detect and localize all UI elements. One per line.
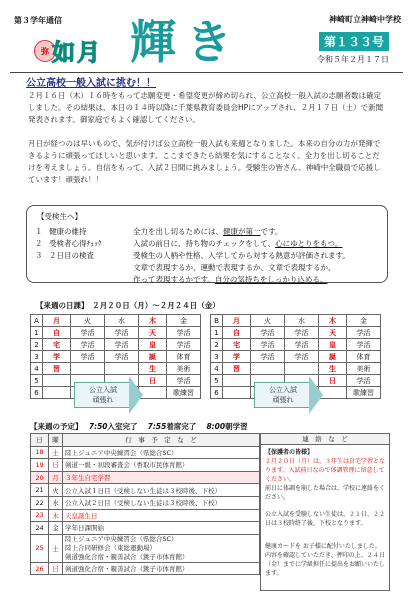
grid-cell: 学活: [285, 339, 319, 351]
calendar-row: [31, 522, 260, 535]
grid-header-cell: 火: [71, 315, 105, 327]
grid-cell: 体育: [347, 351, 381, 363]
exam-arrow-a: 公立入試 頑張れ: [74, 376, 144, 414]
grid-cell: [223, 387, 251, 399]
calendar-row: [31, 446, 260, 459]
grid-cell: 宅: [223, 339, 251, 351]
grid-header-cell: 金: [167, 315, 201, 327]
grid-cell: 日: [319, 375, 347, 387]
exam-arrow-b: 公立入試 頑張れ: [254, 376, 324, 414]
grid-cell: 学活: [347, 375, 381, 387]
calendar-day: 火: [49, 484, 63, 497]
col-day: 曜: [49, 434, 63, 447]
grid-cell: 学活: [105, 351, 139, 363]
advice-title: 【受検生へ】: [37, 212, 82, 221]
grid-cell: 皇: [319, 339, 347, 351]
calendar-day: 土: [49, 534, 63, 562]
grid-cell: 天: [139, 327, 167, 339]
grid-cell: 学活: [167, 375, 201, 387]
advice-row: [35, 250, 383, 262]
grid-cell: 5: [31, 375, 43, 387]
series-label: 第３学年通信: [14, 16, 62, 25]
calendar-row: [31, 484, 260, 497]
grid-cell: 6: [31, 387, 43, 399]
grid-cell: 学活: [251, 351, 285, 363]
advice-label: 健康の維持: [49, 227, 87, 236]
grid-cell: [285, 363, 319, 375]
grid-cell: 学活: [347, 327, 381, 339]
issue-number: 第１３３号: [319, 32, 389, 51]
calendar-plan: 剣道一級・初段審査会（香取市民体育館）: [63, 459, 260, 472]
calendar-day: 土: [49, 446, 63, 459]
calendar-day: 水: [49, 496, 63, 509]
grid-cell: 学活: [167, 327, 201, 339]
calendar-plan: 陸上ジュニア中央練習会（県総合SC）: [63, 446, 260, 459]
grid-cell: 歌練習: [347, 387, 381, 399]
advice-text: 受検生の人柄や性格、入学してから対する熱意が評価されます。: [133, 251, 350, 260]
contact-header: 連 絡 な ど: [260, 433, 390, 445]
grid-cell: 1: [31, 327, 43, 339]
grid-cell: 学: [223, 351, 251, 363]
grid-header-cell: 水: [285, 315, 319, 327]
calendar-plan: 公立入試２日目（受検しない生徒は３校時後、下校）: [63, 496, 260, 509]
grid-cell: 歌練習: [167, 387, 201, 399]
grid-cell: 日: [139, 375, 167, 387]
grid-cell: 4: [31, 363, 43, 375]
masthead: [10, 10, 403, 72]
grid-cell: [43, 375, 71, 387]
calendar-plan: ３年生自宅学習: [63, 471, 260, 484]
grid-cell: 学活: [285, 351, 319, 363]
col-plan: 行 事 予 定 な ど: [63, 434, 260, 447]
calendar-date: 21: [31, 484, 49, 497]
header-divider: [10, 72, 403, 73]
newsletter-title: 輝き: [130, 15, 242, 69]
grid-cell: 誕: [319, 351, 347, 363]
calendar-date: 22: [31, 496, 49, 509]
grid-cell: 習: [223, 363, 251, 375]
advice-text: 全力を出し切るためには、健康が第一です。: [133, 227, 283, 236]
month-name: 如月: [52, 40, 102, 66]
grid-cell: 学: [43, 351, 71, 363]
grid-header-cell: 木: [319, 315, 347, 327]
grid-header-cell: 木: [139, 315, 167, 327]
grid-cell: 学活: [71, 339, 105, 351]
grid-cell: 1: [211, 327, 223, 339]
grid-cell: 美術: [167, 363, 201, 375]
calendar-row: [31, 496, 260, 509]
advice-row: [35, 226, 383, 238]
calendar-day: 金: [49, 522, 63, 535]
grid-cell: 学活: [251, 327, 285, 339]
grid-cell: 2: [211, 339, 223, 351]
grid-cell: 3: [211, 351, 223, 363]
calendar-row: [31, 509, 260, 522]
calendar-date: 23: [31, 509, 49, 522]
article-paragraph-2: 月日が経つのは早いもので、気が付けば公立高校一般入試も来週となりました。本来の自分の力が発揮できるように頑張ってほしいと思います。ここまできたら結果を気にすることなく、全力を出し切ることだけを考えましょう。自信をもって、入試２日間に挑みましょう。受験生の皆さん、神崎中全職員で応援しています！頑張れ！！: [28, 139, 381, 184]
grid-cell: 学活: [105, 339, 139, 351]
advice-num: ３: [35, 251, 43, 260]
col-date: 日: [31, 434, 49, 447]
advice-text: 入試の前日に、持ち物のチェックをして、心にゆとりをもつ。: [133, 239, 343, 248]
grid-cell: 自: [223, 327, 251, 339]
calendar-day: 月: [49, 471, 63, 484]
advice-box: [26, 205, 388, 283]
grid-header-cell: 火: [251, 315, 285, 327]
grid-cell: 学活: [347, 339, 381, 351]
event-calendar: [30, 433, 260, 575]
calendar-plan: 剣道強化合宿・親善試合（銚子市体育館）: [63, 562, 260, 575]
grid-cell: 4: [211, 363, 223, 375]
grid-cell: 学活: [71, 327, 105, 339]
grid-cell: 学活: [71, 351, 105, 363]
next-week-title: 【来週の予定】 7:50入室完了 7:55着席完了 8:00朝学習: [30, 422, 248, 431]
article-paragraph-1: ２月１６日（木）１６時をもって志願変更・希望変更が締め切られ、公立高校一般入試の志願者数は確定しました。その結果は、本日の１４時以降に千葉県教育委員会HPにアップされ、２月１７日（土）で新聞発表されます。御家庭でもよく確認してください。: [28, 91, 384, 124]
calendar-plan: 公立入試１日目（受検しない生徒は３校時後、下校）: [63, 484, 260, 497]
calendar-date: 24: [31, 522, 49, 535]
grid-cell: 学活: [285, 327, 319, 339]
calendar-plan: 天皇誕生日: [63, 509, 260, 522]
calendar-day: 木: [49, 509, 63, 522]
issue-date: 令和５年２月１７日: [317, 55, 389, 64]
grid-header-cell: 月: [43, 315, 71, 327]
calendar-date: 26: [31, 562, 49, 575]
grid-cell: 学活: [251, 339, 285, 351]
advice-label: 受検者心得ﾁｪｯｸ: [49, 239, 102, 248]
advice-num: ２: [35, 239, 43, 248]
grid-cell: [105, 363, 139, 375]
month-logo: [34, 30, 134, 70]
advice-label: ２日目の検査: [49, 251, 94, 260]
grid-cell: 天: [319, 327, 347, 339]
calendar-row: [31, 471, 260, 484]
grid-cell: 生: [139, 363, 167, 375]
calendar-date: 20: [31, 471, 49, 484]
grid-cell: 皇: [139, 339, 167, 351]
grid-cell: 2: [31, 339, 43, 351]
grid-cell: 習: [43, 363, 71, 375]
advice-row: [35, 238, 383, 250]
grid-cell: 美術: [347, 363, 381, 375]
grid-header-cell: B: [211, 315, 223, 327]
article-headline: 公立高校一般入試に挑む！！: [26, 78, 156, 89]
schedule-title: 【来週の日課】 ２月２０日（月）～２月２４日（金）: [36, 301, 220, 310]
grid-cell: [251, 363, 285, 375]
grid-cell: 自: [43, 327, 71, 339]
grid-cell: 5: [211, 375, 223, 387]
grid-cell: 学活: [105, 327, 139, 339]
grid-cell: 誕: [139, 351, 167, 363]
grid-header-cell: A: [31, 315, 43, 327]
grid-cell: 3: [31, 351, 43, 363]
grid-cell: 体育: [167, 351, 201, 363]
grid-cell: [223, 375, 251, 387]
calendar-row: [31, 459, 260, 472]
month-seal: 弥: [34, 40, 56, 62]
advice-num: １: [35, 227, 43, 236]
calendar-date: 18: [31, 446, 49, 459]
advice-row-cont: 作って表現するかです。自分の気持ちをしっかり込める。: [133, 275, 328, 284]
calendar-day: 日: [49, 562, 63, 575]
calendar-day: 日: [49, 459, 63, 472]
grid-header-cell: 水: [105, 315, 139, 327]
calendar-date: 19: [31, 459, 49, 472]
grid-cell: 宅: [43, 339, 71, 351]
calendar-row: [31, 534, 260, 562]
calendar-plan: 学年日課開始: [63, 522, 260, 535]
calendar-plan: 陸上ジュニア中央練習会（県総合SC） 陸上合同研修会（東総運動場） 剣道強化合宿・親善試合（銚子市体育館）: [63, 534, 260, 562]
advice-row-cont: 文章で表現するか、運動で表現するか、文章で表現するか、: [133, 263, 336, 272]
grid-cell: 学活: [167, 339, 201, 351]
calendar-date: 25: [31, 534, 49, 562]
contact-notes: 【保護者の皆様】 ２月２０日（月）は、３年生は自宅学習となります。入試前日なので体調管理に留意してください。 前日に体調を崩した場合は、学校に連絡をください。 公立入試を受験しない生徒は、２１日、２２日は３校時終了後、下校となります。 健康カードを お子様に配付いたしました。内容を確認していただき、押印の上、２４日（金）までに学級担任に提出をお願いいたします。: [260, 445, 390, 591]
grid-cell: [43, 387, 71, 399]
grid-header-cell: 月: [223, 315, 251, 327]
grid-cell: [71, 363, 105, 375]
grid-header-cell: 金: [347, 315, 381, 327]
grid-cell: 生: [319, 363, 347, 375]
calendar-row: [31, 562, 260, 575]
grid-cell: 6: [211, 387, 223, 399]
school-name: 神崎町立神崎中学校: [329, 15, 401, 24]
